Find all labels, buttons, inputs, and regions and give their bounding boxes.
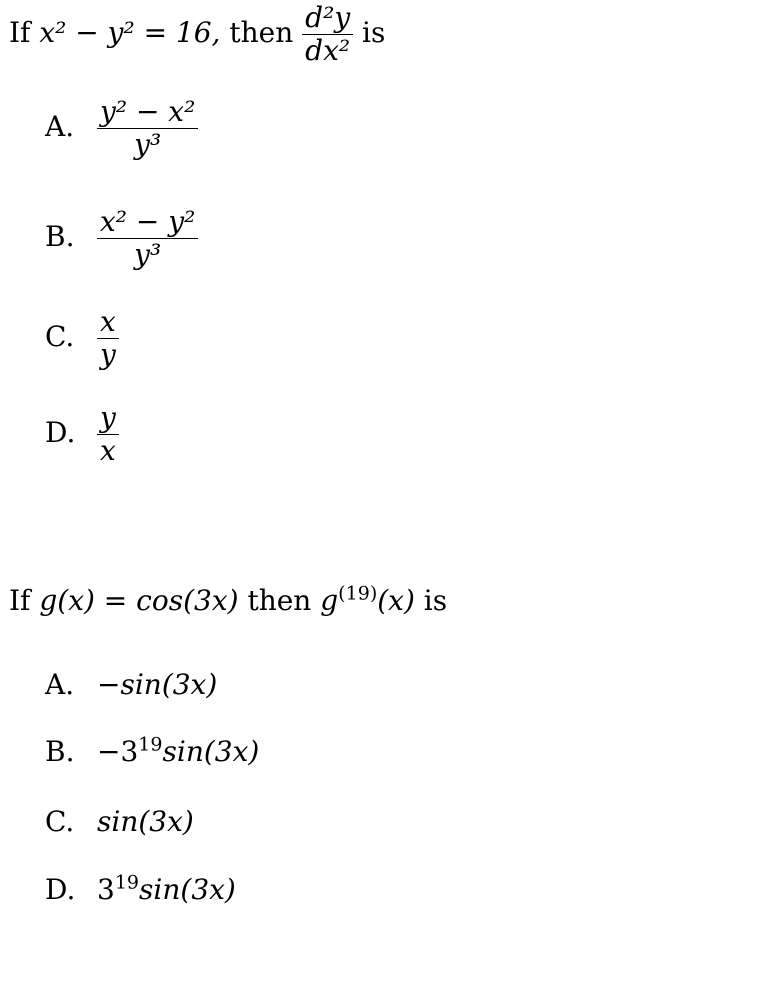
q2-option-d[interactable] [45, 873, 236, 906]
fraction-numerator: x² − y² [97, 206, 198, 239]
option-coefficient-base: −3 [97, 735, 139, 768]
option-coefficient-base: 3 [97, 873, 115, 906]
option-letter: C. [45, 320, 75, 354]
option-letter: D. [45, 873, 76, 906]
option-letter: A. [45, 668, 75, 701]
q2-derivative [320, 584, 415, 617]
fraction-denominator: y³ [134, 238, 162, 272]
q1-equation: x² − y² = 16, [39, 16, 221, 50]
q1-fraction-denominator: dx² [305, 34, 351, 68]
fraction-numerator: y² − x² [97, 96, 198, 129]
option-letter: B. [45, 735, 75, 768]
option-fraction [97, 206, 198, 271]
q2-derivative-order: (19) [338, 582, 378, 605]
q2-if-text: If [9, 584, 31, 617]
q2-option-a[interactable] [45, 668, 217, 701]
fraction-numerator: y [97, 402, 119, 435]
option-letter: C. [45, 805, 75, 838]
q1-if-text: If [9, 16, 31, 50]
q1-option-a[interactable] [45, 96, 198, 161]
option-coefficient-exponent: 19 [114, 871, 140, 894]
q1-fraction-numerator: d²y [302, 2, 353, 35]
q2-derivative-arg: (x) [377, 584, 415, 617]
q1-option-b[interactable] [45, 206, 198, 271]
fraction-denominator: y [100, 338, 116, 372]
q2-option-c[interactable] [45, 805, 194, 838]
option-expression: sin(3x) [162, 735, 260, 768]
q2-derivative-base: g [320, 584, 339, 617]
option-coefficient-exponent: 19 [138, 733, 163, 756]
q2-function: g(x) = cos(3x) [39, 584, 239, 617]
fraction-denominator: x [100, 434, 116, 468]
option-letter: D. [45, 416, 76, 450]
option-expression: sin(3x) [139, 873, 236, 906]
q2-option-b[interactable] [45, 735, 259, 768]
option-letter: A. [45, 110, 75, 144]
q1-then-text: then [229, 16, 294, 50]
q2-then-text: then [247, 584, 312, 617]
option-fraction [97, 96, 198, 161]
option-letter: B. [45, 220, 75, 254]
fraction-denominator: y³ [134, 128, 162, 162]
q1-is-text: is [362, 16, 386, 50]
option-fraction [97, 306, 119, 371]
option-expression: −sin(3x) [97, 668, 218, 701]
q2-is-text: is [423, 584, 448, 617]
question-2-stem [9, 584, 447, 617]
option-expression: sin(3x) [97, 805, 194, 838]
q1-option-c[interactable] [45, 306, 119, 371]
question-1-stem [9, 2, 385, 67]
option-fraction [97, 402, 119, 467]
q1-second-derivative-fraction [302, 2, 353, 67]
fraction-numerator: x [97, 306, 119, 339]
q1-option-d[interactable] [45, 402, 119, 467]
